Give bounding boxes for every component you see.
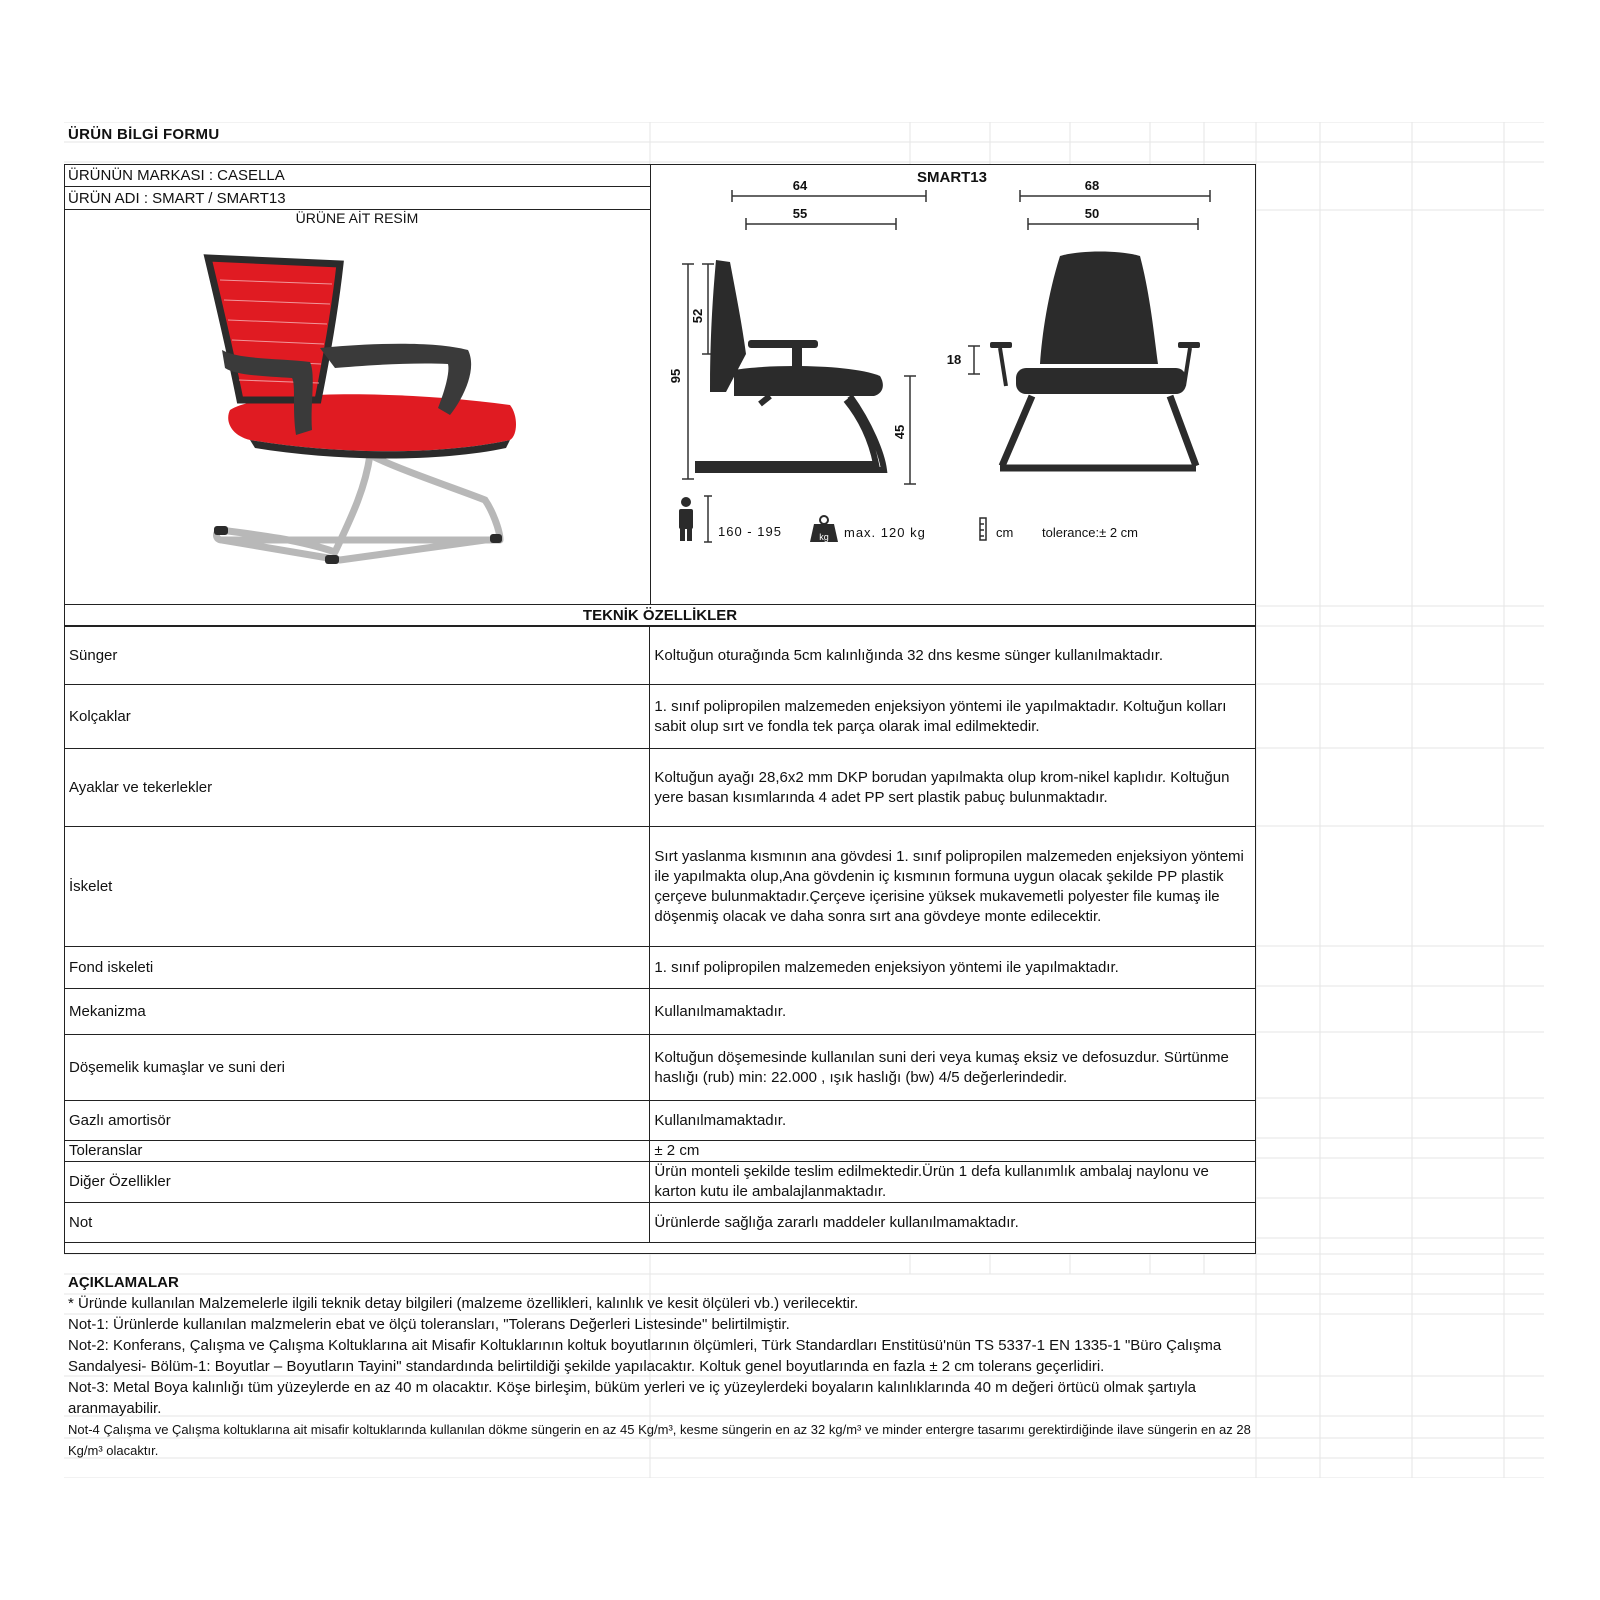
dimension-diagram [650,164,1256,604]
spec-row [65,989,1256,1035]
front-view-chair [990,252,1200,469]
tech-specs-title: TEKNİK ÖZELLİKLER [64,604,1256,626]
dim-seat-height: 45 [892,424,907,440]
note-line: Not-4 Çalışma ve Çalışma koltuklarına ait misafir koltuklarında kullanılan dökme süngerin en az 45 Kg/m³, kesme süngerin en az 32 kg/m³ ve minder entergre tasarımı gerektirdiğinde ilave süngerin en az 28 Kg/m³ olacaktır. [68,1422,1251,1458]
chair-foot-cap [490,534,502,543]
dim-total-height: 95 [668,368,683,384]
notes-section [68,1272,1258,1461]
spec-key: Not [65,1203,650,1243]
spec-row [65,749,1256,827]
spec-key: İskelet [65,827,650,947]
product-name-row: ÜRÜN ADI : SMART / SMART13 [64,187,650,210]
spec-key: Kolçaklar [65,685,650,749]
dim-side-seat-width: 55 [792,206,808,221]
diagram-model-label: SMART13 [916,169,988,186]
spec-value: Kullanılmamaktadır. [650,989,1256,1035]
chair-foot-cap [214,526,228,535]
spec-key: Diğer Özellikler [65,1162,650,1203]
spec-row [65,1101,1256,1141]
spec-row [65,1141,1256,1162]
spec-table [64,626,1256,1243]
chair-foot-cap [325,555,339,564]
dim-back-height: 52 [690,308,705,324]
spec-key: Döşemelik kumaşlar ve suni deri [65,1035,650,1101]
spec-key: Mekanizma [65,989,650,1035]
weight-icon-label: kg [819,532,829,542]
spec-row [65,685,1256,749]
spec-row [65,947,1256,989]
spec-key: Gazlı amortisör [65,1101,650,1141]
note-line: Not-1: Ürünlerde kullanılan malzmelerin ebat ve ölçü toleransları, "Tolerans Değerleri Listesinde" belirtilmiştir. [68,1316,790,1333]
spec-value: Sırt yaslanma kısmının ana gövdesi 1. sınıf polipropilen malzemeden enjeksiyon yöntemi ile yapılmakta olup,Ana gövdenin iç kısmının formuna uygun olacak şekilde PP plastik çerçeve bulunmaktadır.Çerçeve içerisine yüksek mukavemetli polyester file kumaş ile döşenmiş olacak ve daha sonra sırt ana gövdeye monte edilecektir. [650,827,1256,947]
dim-front-top-width: 68 [1084,178,1100,193]
brand-row: ÜRÜNÜN MARKASI : CASELLA [64,164,650,187]
spec-value: Koltuğun döşemesinde kullanılan suni deri veya kumaş eksiz ve defosuzdur. Sürtünme haslığı (rub) min: 22.000 , ışık haslığı (bw) 4/5 değerlerindedir. [650,1035,1256,1101]
spec-key: Fond iskeleti [65,947,650,989]
form-title: ÜRÜN BİLGİ FORMU [68,126,220,143]
tolerance-label: tolerance:± 2 cm [1042,525,1139,540]
spec-value: 1. sınıf polipropilen malzemeden enjeksiyon yöntemi ile yapılmaktadır. [650,947,1256,989]
spec-value: Koltuğun ayağı 28,6x2 mm DKP borudan yapılmakta olup krom-nikel kaplıdır. Koltuğun yere basan kısımlarında 4 adet PP sert plastik pabuç bulunmaktadır. [650,749,1256,827]
spec-value: Ürünlerde sağlığa zararlı maddeler kullanılmamaktadır. [650,1203,1256,1243]
person-icon [679,497,693,541]
spec-value: Ürün monteli şekilde teslim edilmektedir.Ürün 1 defa kullanımlık ambalaj naylonu ve karton kutu ile ambalajlanmaktadır. [650,1162,1256,1203]
spec-value: Koltuğun oturağında 5cm kalınlığında 32 dns kesme sünger kullanılmaktadır. [650,627,1256,685]
image-caption: ÜRÜNE AİT RESİM [295,210,419,226]
dim-arm-height: 18 [946,352,962,367]
spec-row [65,1162,1256,1203]
unit-label: cm [996,525,1014,540]
spec-key: Ayaklar ve tekerlekler [65,749,650,827]
side-view-chair [698,260,884,470]
spec-value: Kullanılmamaktadır. [650,1101,1256,1141]
note-line: Not-2: Konferans, Çalışma ve Çalışma Koltuklarına ait Misafir Koltuklarının koltuk boyutlarının ölçümleri, Türk Standardları Enstitüsü'nün TS 5337-1 EN 1335-1 "Büro Çalışma Sandalyesi- Bölüm-1: Boyutlar – Boyutların Tayini" standardında belirtildiği şekilde yapılacaktır. Koltuk genel boyutlarında en fazla ± 2 cm tolerans geçerlidiri. [68,1337,1222,1375]
chair-base-frame [216,455,500,560]
note-line: Not-3: Metal Boya kalınlığı tüm yüzeylerde en az 40 m olacaktır. Köşe birleşim, büküm yerleri ve iç yüzeylerdeki boyaların kalınlıklarında 40 m değeri örtücü olmak şartıyla aranmayabilir. [68,1379,1196,1417]
spec-key: Sünger [65,627,650,685]
note-line: * Üründe kullanılan Malzemelerle ilgili teknik detay bilgileri (malzeme özellikleri, kalınlık ve kesit ölçüleri vb.) verilecektir. [68,1295,859,1312]
spec-value: ± 2 cm [650,1141,1256,1162]
spec-row [65,1203,1256,1243]
user-height-range: 160 - 195 [718,524,782,539]
spec-key: Toleranslar [65,1141,650,1162]
spec-row [65,1035,1256,1101]
ruler-icon [980,518,986,540]
chair-backrest [208,258,340,400]
dim-side-top-width: 64 [792,178,808,193]
spec-row [65,827,1256,947]
max-load: max. 120 kg [844,525,926,540]
notes-title: AÇIKLAMALAR [68,1274,179,1291]
spec-row [65,627,1256,685]
chair-photo [200,240,540,590]
spec-value: 1. sınıf polipropilen malzemeden enjeksiyon yöntemi ile yapılmaktadır. Koltuğun kolları sabit olup sırt ve fondla tek parça olarak imal edilmektedir. [650,685,1256,749]
dim-front-seat-width: 50 [1084,206,1100,221]
